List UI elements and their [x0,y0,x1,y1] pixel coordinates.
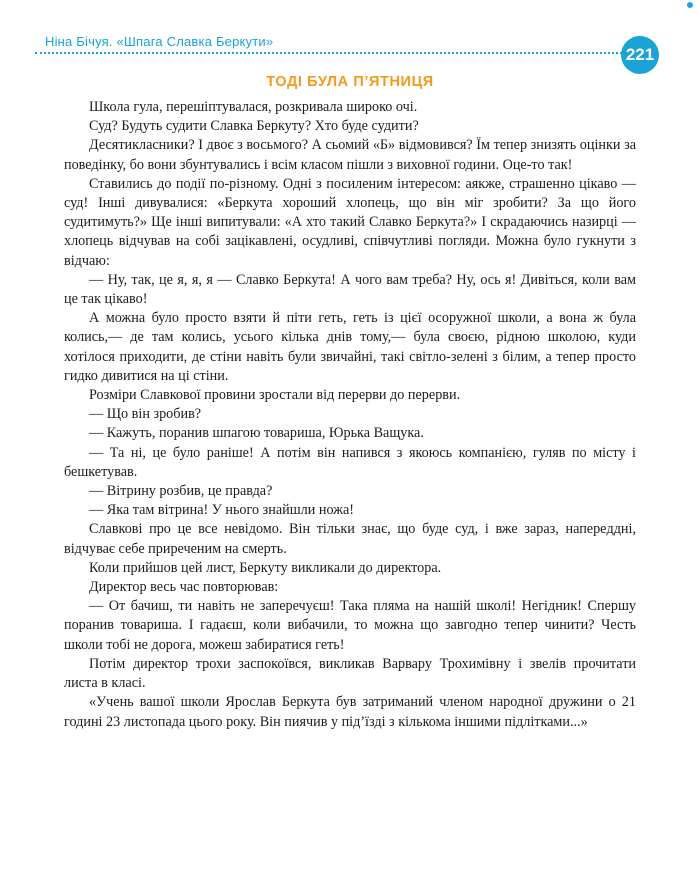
paragraph: Десятикласники? І двоє з восьмого? А сьомий «Б» відмовився? Їм тепер знизять оцінки за поведінку, бо вони збунтувались і всім класом пішли з виховної години. Оце-то так! [64,137,636,173]
paragraph: Директор весь час повторював: [89,579,279,596]
running-title: Ніна Бічуя. «Шпага Славка Беркути» [45,34,274,49]
paragraph: Потім директор трохи заспокоївся, викликав Варвару Трохимівну і звелів прочитати листа в класі. [64,655,636,692]
paragraph: — Ну, так, це я, я, я — Славко Беркута! А чого вам треба? Ну, ось я! Дивіться, коли вам це так цікаво! [64,271,636,308]
paragraph: Суд? Будуть судити Славка Беркуту? Хто буде судити? [89,118,419,135]
body-text [64,98,636,732]
paragraph: Славкові про це все невідомо. Він тільки знає, що буде суд, і вже зараз, наперeддні, відчуває себе приреченим на смерть. [64,521,636,557]
chapter-title: ТОДІ БУЛА П’ЯТНИЦЯ [266,74,434,90]
paragraph: — Яка там вітрина! У нього знайшли ножа! [89,502,355,519]
paragraph: Розміри Славкової провини зростали від перерви до перерви. [89,387,461,404]
logo-mark-icon [687,2,693,8]
paragraph: — Кажуть, поранив шпагою товариша, Юрька Ващука. [89,425,424,442]
paragraph: — Та ні, це було раніше! А потім він напився з якоюсь компанією, гуляв по місту і бешкетував. [64,444,636,480]
publisher-logo [687,2,694,9]
page-header [35,30,630,56]
paragraph: — Що він зробив? [89,406,202,423]
paragraph: Ставились до події по-різному. Одні з посиленим інтересом: аякже, страшенно цікаво — суд! Інші дивувалися: «Беркута хороший хлопець, що він міг зробити? За що його судитимуть?» Ще інші випитували: «А хто такий Славко Беркута?» І скрадаючись назирці — хлопець відчував на собі зацікавлені, осудливі, співчутливі погляди. Можна було гукнути з відчаю: [64,175,636,269]
paragraph: А можна було просто взяти й піти геть, геть із цієї осоружної школи, а вона ж була колись,— де там колись, усього кілька днів тому,— була своєю, рідною школою, куди хотілося приходити, де стіни навіть були звичайні, такі світло-зелені з білим, а тепер просто гидко дивитися на ці стіни. [64,310,636,384]
header-divider [35,52,630,54]
paragraph: — От бачиш, ти навіть не заперечуєш! Така пляма на нашій школі! Негідник! Спершу поранив товариша. І гадаєш, коли вибачили, то можна що завгодно тепер чинити? Честь школи тобі не дорога, можеш забиратися геть! [64,598,636,653]
paragraph: Коли прийшов цей лист, Беркуту викликали до директора. [89,559,442,576]
paragraph: Школа гула, перешіптувалася, розкривала широко очі. [89,99,418,115]
paragraph: «Учень вашої школи Ярослав Беркута був затриманий членом народної дружини о 21 годині 23 листопада цього року. Він пиячив у під’їзді з кількома іншими підлітками...» [64,694,636,730]
paragraph: — Вітрину розбив, це правда? [89,483,273,500]
page-number-badge: 221 [621,36,659,74]
